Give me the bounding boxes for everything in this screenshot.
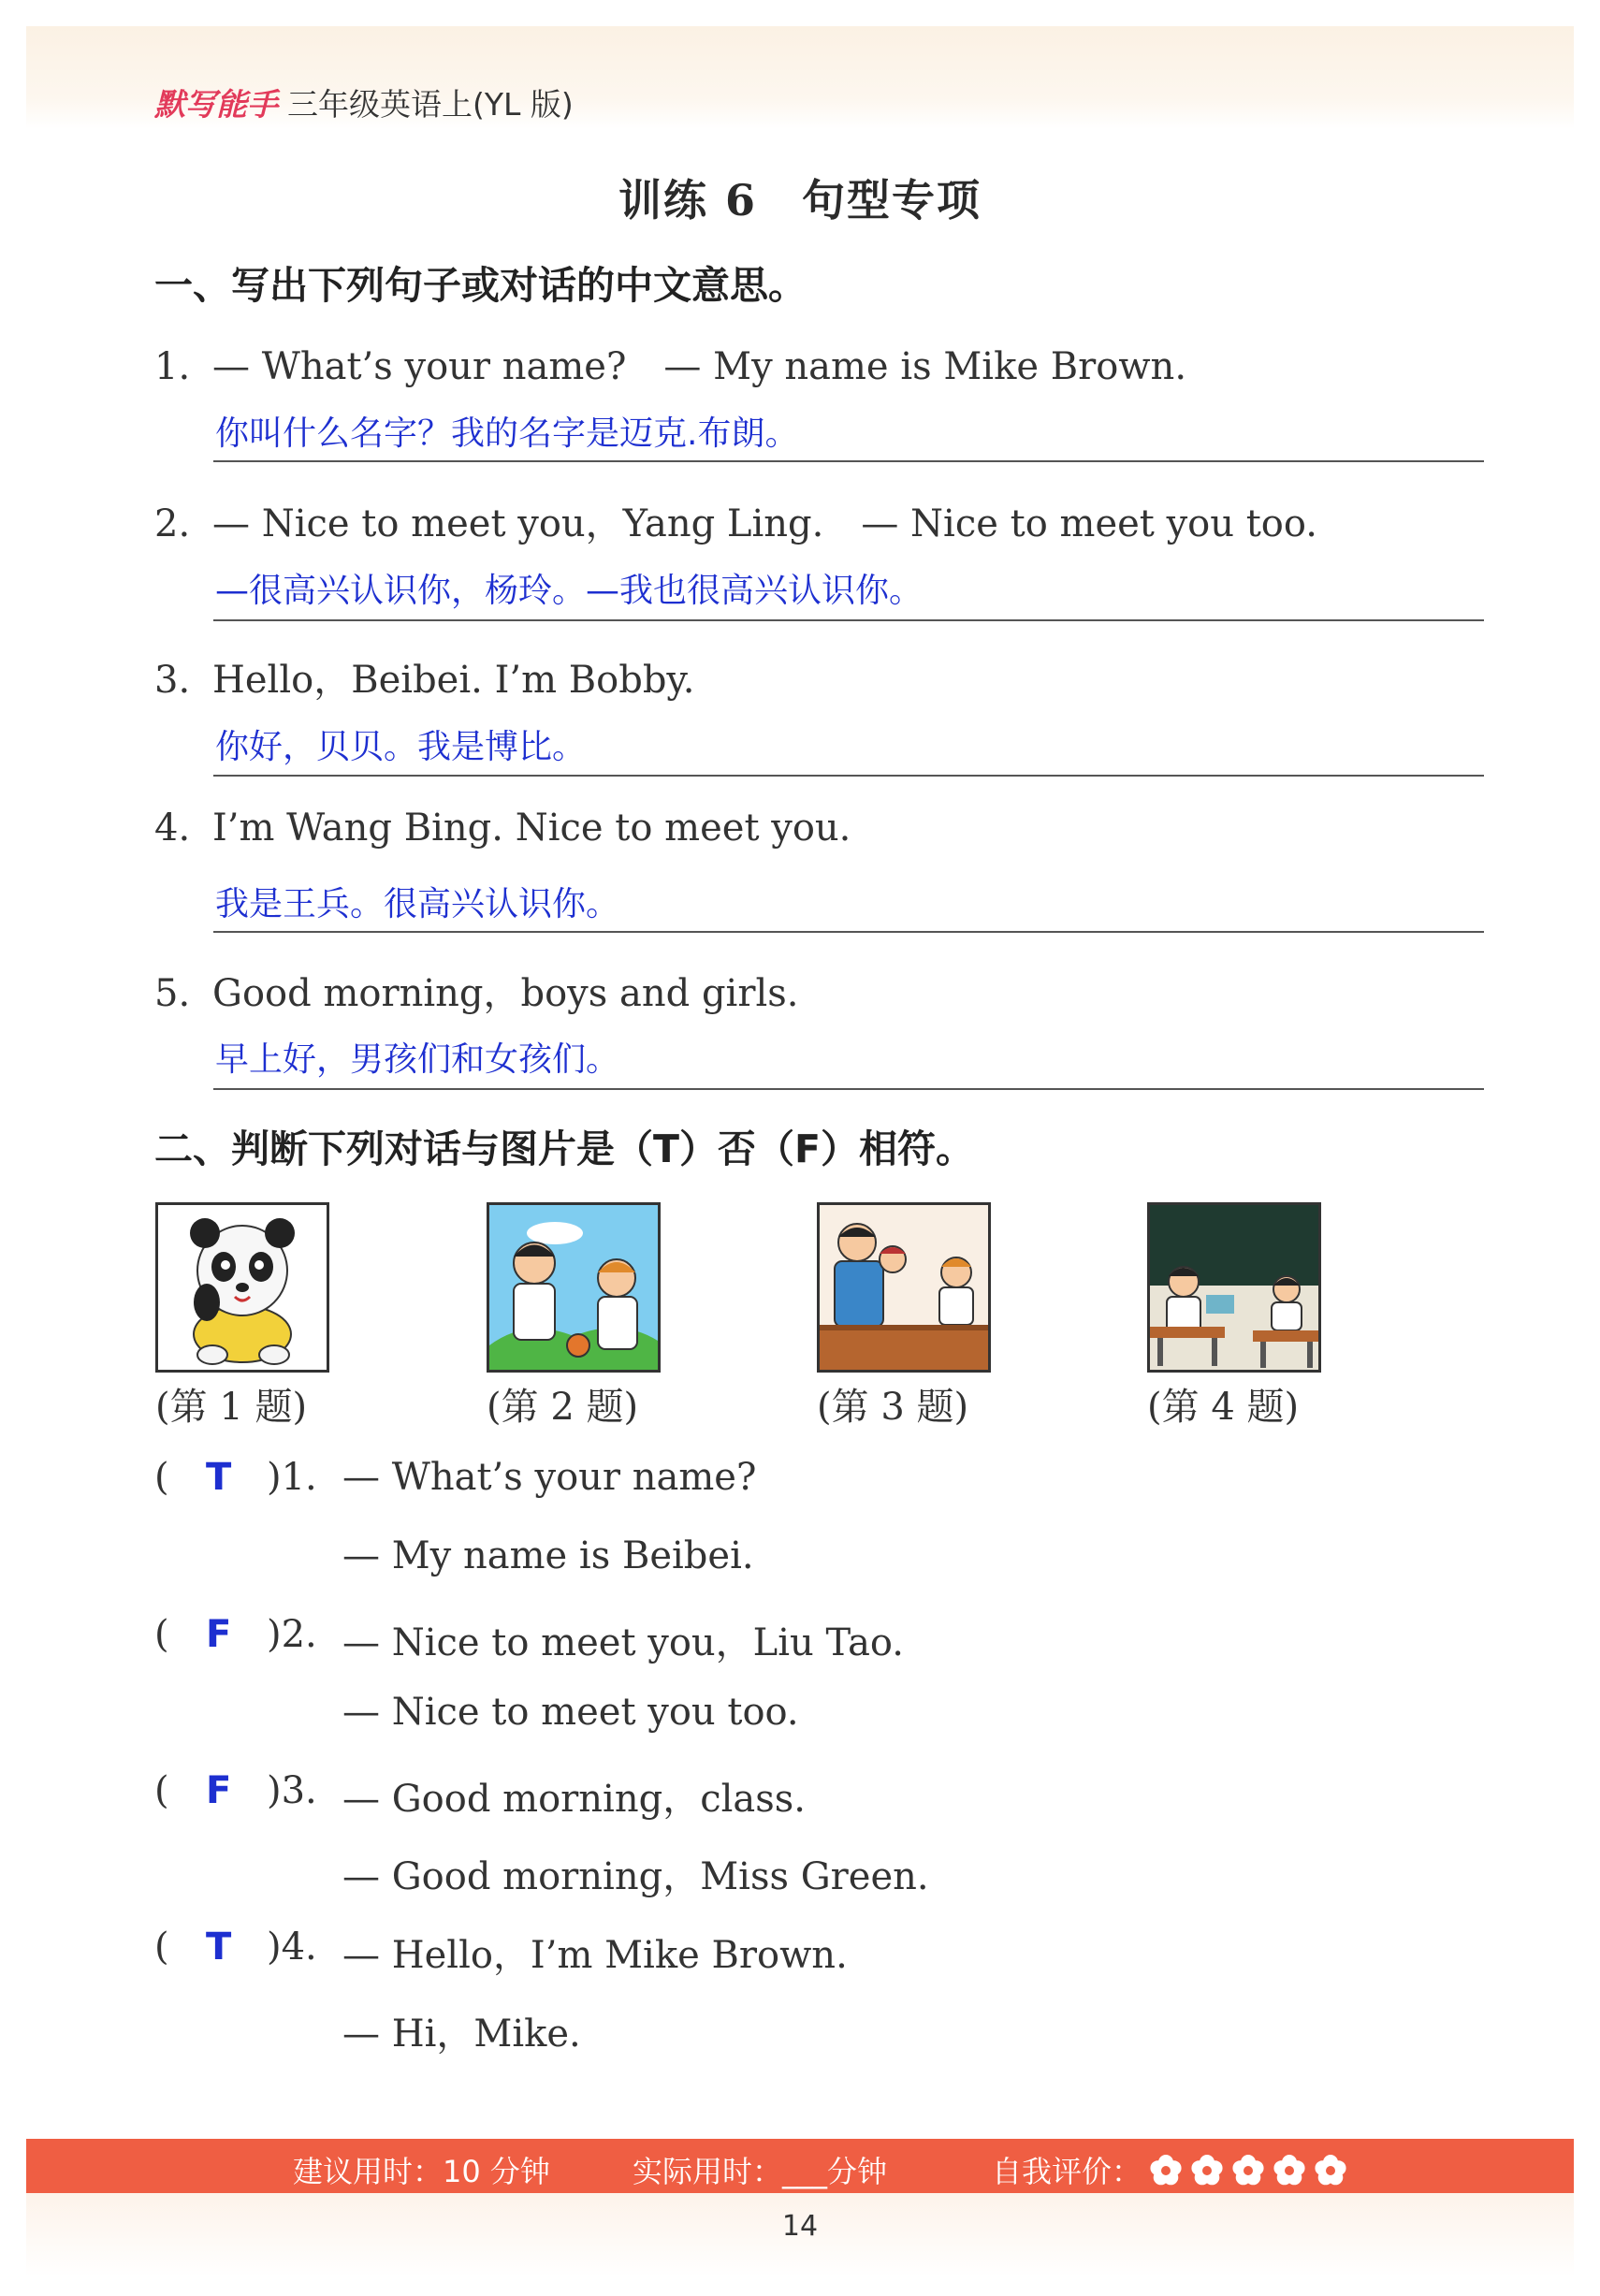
actual-time: 实际用时：___分钟 bbox=[633, 2154, 888, 2189]
judge-line1-4: — Hello，I’m Mike Brown. bbox=[342, 1934, 848, 1977]
picture-3-teacher-and-students bbox=[817, 1202, 991, 1373]
s1-text-1: — What’s your name? — My name is Mike Brown. bbox=[212, 345, 1187, 388]
section1-heading: 一、写出下列句子或对话的中文意思。 bbox=[154, 263, 807, 308]
rating-stars[interactable] bbox=[1142, 2154, 1347, 2189]
paren-open: ( bbox=[154, 1925, 169, 1969]
s1-num-1: 1. bbox=[154, 345, 191, 388]
picture-caption-4: (第 4 题) bbox=[1147, 1386, 1300, 1429]
book-subtitle: 三年级英语上(YL 版) bbox=[287, 86, 574, 123]
s1-text-2: — Nice to meet you，Yang Ling. — Nice to meet you too. bbox=[212, 502, 1317, 545]
s1-answer-2: —很高兴认识你，杨玲。—我也很高兴认识你。 bbox=[215, 572, 924, 610]
classroom-illustration bbox=[1150, 1205, 1318, 1370]
footer-bar bbox=[26, 2139, 1574, 2193]
boys-illustration bbox=[489, 1205, 658, 1370]
judge-line2-4: — Hi，Mike. bbox=[342, 2013, 581, 2056]
s1-question-1 bbox=[154, 337, 1186, 390]
s1-text-4: I’m Wang Bing. Nice to meet you. bbox=[212, 807, 851, 850]
section2-heading: 二、判断下列对话与图片是（T）否（F）相符。 bbox=[154, 1126, 974, 1171]
item-number-1: )1. bbox=[267, 1456, 317, 1499]
s1-num-3: 3. bbox=[154, 659, 191, 702]
rating-flower-icon[interactable] bbox=[1149, 2154, 1183, 2187]
answer-line bbox=[213, 460, 1484, 462]
s1-num-2: 2. bbox=[154, 502, 191, 545]
teacher-illustration bbox=[820, 1205, 988, 1370]
picture-1-panda bbox=[155, 1202, 329, 1373]
s1-question-2 bbox=[154, 494, 1317, 547]
judge-item-3 bbox=[0, 1769, 1600, 1825]
judge-line2-1: — My name is Beibei. bbox=[342, 1534, 754, 1577]
judge-line2-2: — Nice to meet you too. bbox=[342, 1691, 799, 1734]
s1-answer-1: 你叫什么名字？我的名字是迈克.布朗。 bbox=[215, 414, 799, 453]
self-evaluation bbox=[992, 2148, 1347, 2191]
judge-item-2 bbox=[0, 1613, 1600, 1669]
item-number-3: )3. bbox=[267, 1769, 317, 1812]
tf-answer-1: T bbox=[206, 1456, 232, 1499]
rating-flower-icon[interactable] bbox=[1231, 2154, 1265, 2187]
s1-text-5: Good morning，boys and girls. bbox=[212, 972, 799, 1015]
suggested-time: 建议用时：10 分钟 bbox=[293, 2154, 550, 2189]
rating-flower-icon[interactable] bbox=[1273, 2154, 1306, 2187]
s1-question-4 bbox=[154, 807, 851, 850]
s1-text-3: Hello，Beibei. I’m Bobby. bbox=[212, 659, 695, 702]
s1-num-5: 5. bbox=[154, 972, 191, 1015]
picture-2-boys-outdoors bbox=[487, 1202, 661, 1373]
s1-answer-4: 我是王兵。很高兴认识你。 bbox=[215, 885, 620, 923]
judge-line1-2: — Nice to meet you，Liu Tao. bbox=[342, 1621, 905, 1664]
s1-question-3 bbox=[154, 650, 694, 704]
rating-flower-icon[interactable] bbox=[1190, 2154, 1224, 2187]
s1-num-4: 4. bbox=[154, 807, 191, 850]
picture-caption-3: (第 3 题) bbox=[817, 1386, 969, 1429]
judge-item-4 bbox=[0, 1925, 1600, 1982]
paren-open: ( bbox=[154, 1769, 169, 1812]
tf-answer-2: F bbox=[206, 1613, 232, 1656]
paren-open: ( bbox=[154, 1456, 169, 1499]
judge-line2-3: — Good morning，Miss Green. bbox=[342, 1855, 929, 1898]
panda-illustration bbox=[158, 1205, 327, 1370]
page-number: 14 bbox=[781, 2210, 819, 2243]
paren-open: ( bbox=[154, 1613, 169, 1656]
answer-line bbox=[213, 775, 1484, 777]
tf-answer-3: F bbox=[206, 1769, 232, 1812]
judge-item-1 bbox=[0, 1456, 1600, 1512]
judge-line1-3: — Good morning，class. bbox=[342, 1778, 807, 1821]
picture-4-classroom bbox=[1147, 1202, 1321, 1373]
s1-answer-3: 你好，贝贝。我是博比。 bbox=[215, 728, 587, 766]
s1-answer-5: 早上好，男孩们和女孩们。 bbox=[215, 1040, 620, 1079]
picture-caption-1: (第 1 题) bbox=[155, 1386, 308, 1429]
tf-answer-4: T bbox=[206, 1925, 232, 1969]
answer-line bbox=[213, 1088, 1484, 1090]
rating-flower-icon[interactable] bbox=[1314, 2154, 1347, 2187]
answer-line bbox=[213, 931, 1484, 933]
s1-question-5 bbox=[154, 964, 799, 1017]
item-number-4: )4. bbox=[267, 1925, 317, 1969]
answer-line bbox=[213, 619, 1484, 621]
book-header bbox=[154, 80, 574, 124]
item-number-2: )2. bbox=[267, 1613, 317, 1656]
judge-line1-1: — What’s your name? bbox=[342, 1456, 757, 1499]
picture-caption-2: (第 2 题) bbox=[487, 1386, 639, 1429]
brand-logo-text: 默写能手 bbox=[154, 86, 278, 123]
self-eval-label: 自我评价： bbox=[992, 2154, 1142, 2189]
page-title: 训练 6 句型专项 bbox=[618, 175, 982, 225]
